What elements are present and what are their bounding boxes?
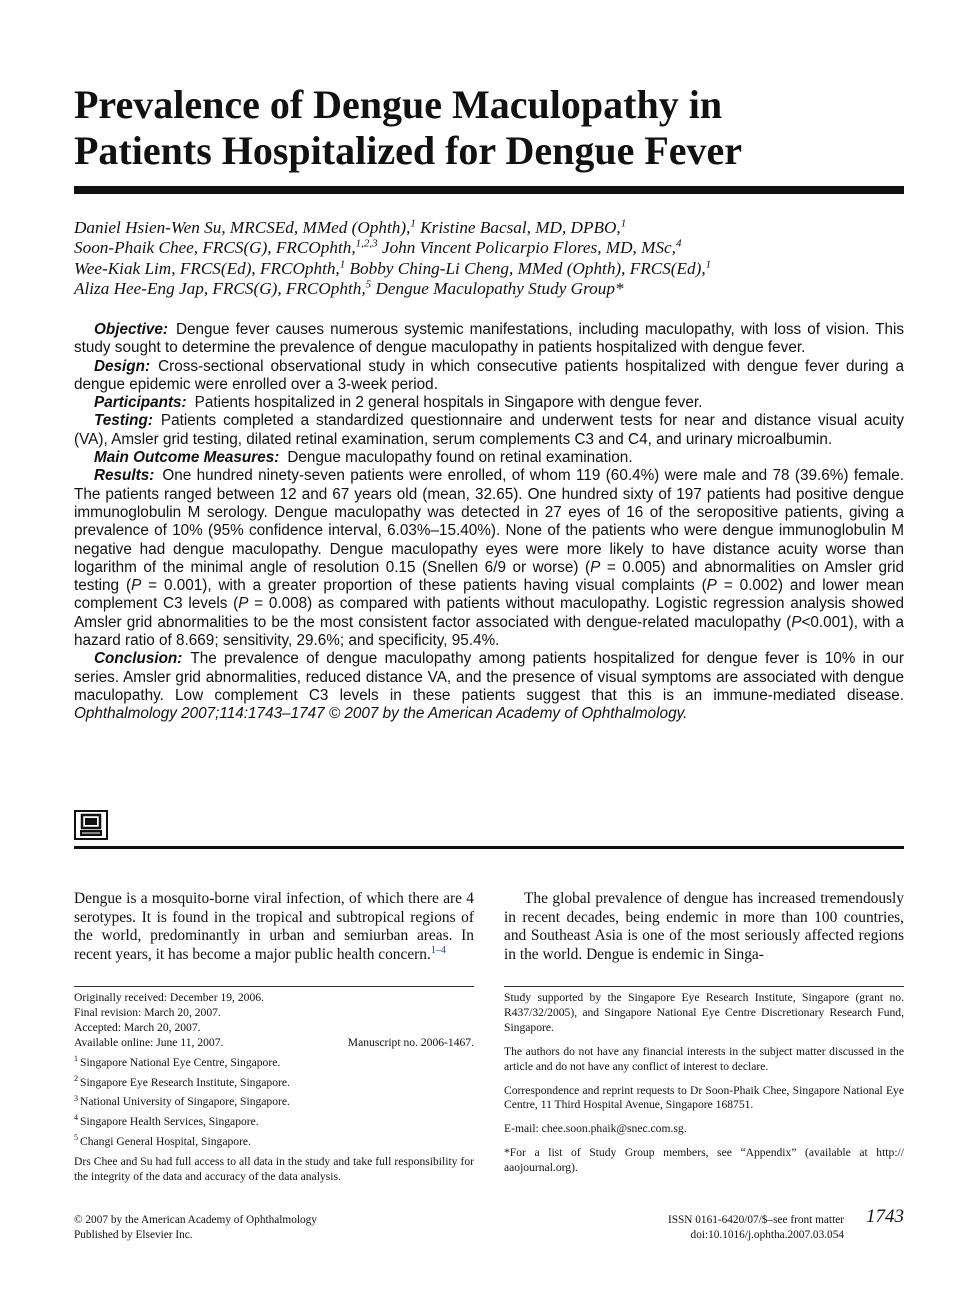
footnotes-left [74, 991, 474, 1185]
abstract-results [74, 467, 904, 650]
author-name: Wee-Kiak Lim, FRCS(Ed), FRCOphth, [74, 258, 340, 278]
p-value-symbol: P [706, 577, 717, 595]
author-affiliation-ref: 5 [365, 278, 372, 291]
doi: doi:10.1016/j.ophtha.2007.03.054 [690, 1229, 844, 1241]
author-affiliation-ref: 1 [705, 257, 712, 270]
manuscript-number: Manuscript no. 2006-1467. [347, 1035, 474, 1049]
title-line-2: Patients Hospitalized for Dengue Fever [74, 128, 743, 173]
received-date: Originally received: December 19, 2006. [74, 991, 264, 1004]
abstract-label: Design: [94, 357, 151, 375]
abstract-text: = 0.008) as compared with patients without maculopathy. Logistic regression analysis showed Amsler grid abnormalities to be the most consistent factor associated with dengue-related maculopathy ( [74, 595, 904, 631]
copyright: © 2007 by the American Academy of Ophthalmology [74, 1214, 317, 1226]
data-access-statement: Drs Chee and Su had full access to all data in the study and take full responsibility for the integrity of the data and accuracy of the data analysis. [74, 1155, 474, 1184]
online-date: Available online: June 11, 2007. [74, 1035, 224, 1049]
p-value-symbol: P [791, 613, 802, 631]
abstract-label: Results: [94, 467, 155, 485]
affiliation [74, 1073, 474, 1091]
abstract-text: One hundred ninety-seven patients were enrolled, of whom 119 (60.4%) were male and 78 (39.6%) female. The patients ranged between 12 and 67 years old (mean, 32.65). One hundred sixty of 197 patients had positive dengue immunoglobulin M serology. Dengue maculopathy was detected in 27 eyes of 16 of the seropositive patients, giving a prevalence of 10% (95% confidence interval, 6.03%–15.40%). None of the patients who were dengue immunoglobulin M negative had dengue maculopathy. Dengue maculopathy eyes were more likely to have distance acuity worse than logarithm of the minimal angle of resolution 0.15 (Snellen 6/9 or worse) ( [74, 467, 904, 576]
page-number: 1743 [866, 1206, 904, 1227]
abstract-text: The prevalence of dengue maculopathy among patients hospitalized for dengue fever is 10% in our series. Amsler grid abnormalities, reduced distance VA, and the presence of visual symptoms are associated with dengue maculopathy. Low complement C3 levels in these patients suggest that this is an immune-mediated disease. [74, 650, 904, 704]
author-line [74, 279, 904, 299]
body-paragraph [74, 890, 474, 964]
revision-date: Final revision: March 20, 2007. [74, 1005, 221, 1019]
abstract-text: Dengue maculopathy found on retinal examination. [287, 449, 633, 467]
affiliation-number: 5 [74, 1133, 78, 1143]
author-name: Daniel Hsien-Wen Su, MRCSEd, MMed (Ophth), [74, 218, 411, 237]
affiliation [74, 1095, 474, 1110]
p-value-symbol: P [238, 595, 249, 613]
online-line [74, 1036, 474, 1051]
author-line [74, 218, 904, 238]
footnotes-right [504, 991, 904, 1176]
footer-right [634, 1213, 844, 1243]
author-affiliation-ref: 1,2,3 [355, 237, 378, 250]
affiliation-text: National University of Singapore, Singapore. [80, 1095, 290, 1109]
abstract-text: = 0.002) and lower mean complement C3 levels ( [74, 577, 904, 613]
body-text: Dengue is a mosquito-borne viral infection, of which there are 4 serotypes. It is found in the tropical and subtropical regions of the world, predominantly in urban and semiurban areas. In recent years, it has become a major public health concern. [74, 890, 474, 963]
affiliation-number: 1 [74, 1053, 78, 1063]
article-page [74, 0, 904, 1305]
abstract-text: = 0.005) and abnormalities on Amsler grid testing ( [74, 558, 904, 595]
abstract-testing [74, 412, 904, 449]
affiliation-number: 4 [74, 1113, 78, 1123]
author-name: Bobby Ching-Li Cheng, MMed (Ophth), FRCS(Ed), [349, 258, 706, 278]
title-line-1: Prevalence of Dengue Maculopathy in [74, 82, 723, 127]
abstract-label: Main Outcome Measures: [94, 449, 280, 467]
body-paragraph: The global prevalence of dengue has increased tremendously in recent decades, being endemic in more than 100 countries, and Southeast Asia is one of the most seriously affected regions in the world. Dengue is endemic in Singa- [504, 890, 904, 963]
abstract-label: Conclusion: [94, 650, 183, 668]
abstract-conclusion [74, 650, 904, 723]
correspondence: Correspondence and reprint requests to Dr Soon-Phaik Chee, Singapore National Eye Centre, 11 Third Hospital Avenue, Singapore 168751. [504, 1083, 904, 1112]
affiliation [74, 1053, 474, 1071]
disclosure-statement: The authors do not have any financial interests in the subject matter discussed in the article and do not have any conflict of interest to declare. [504, 1044, 904, 1073]
title-rule [74, 186, 904, 194]
abstract-label: Participants: [94, 394, 187, 412]
affiliation-number: 2 [74, 1073, 78, 1083]
reference-link[interactable]: 1–4 [430, 944, 446, 956]
journal-citation: Ophthalmology 2007;114:1743–1747 © 2007 by the American Academy of Ophthalmology. [74, 705, 688, 723]
author-list [74, 218, 904, 299]
footnote-rule-right [504, 986, 904, 987]
abstract-text: Patients hospitalized in 2 general hospitals in Singapore with dengue fever. [194, 394, 703, 412]
study-group-note: *For a list of Study Group members, see “Appendix” (available at http:// aaojournal.org). [504, 1146, 904, 1175]
abstract-text: Dengue fever causes numerous systemic manifestations, including maculopathy, with loss of vision. This study sought to determine the prevalence of dengue maculopathy in patients hospitalized with dengue fever. [74, 321, 904, 357]
abstract-text: = 0.001), with a greater proportion of these patients having visual complaints ( [141, 577, 707, 595]
footnote-rule-left [74, 986, 474, 987]
article-title [74, 82, 904, 174]
p-value-symbol: P [590, 558, 601, 576]
publisher: Published by Elsevier Inc. [74, 1229, 193, 1241]
author-name: Aliza Hee-Eng Jap, FRCS(G), FRCOphth, [74, 278, 366, 298]
affiliation-text: Singapore Eye Research Institute, Singapore. [80, 1075, 290, 1089]
author-affiliation-ref: 1 [339, 257, 346, 270]
accepted-date: Accepted: March 20, 2007. [74, 1020, 201, 1034]
abstract-text: Patients completed a standardized questionnaire and underwent tests for near and distance visual acuity (VA), Amsler grid testing, dilated retinal examination, serum complements C3 and C4, and urinary microalbumin. [74, 412, 904, 448]
affiliation-text: Changi General Hospital, Singapore. [80, 1135, 251, 1149]
abstract-outcome [74, 449, 904, 467]
abstract-objective [74, 321, 904, 358]
abstract-rule [74, 846, 904, 849]
author-affiliation-ref: 1 [620, 217, 627, 230]
author-name: Soon-Phaik Chee, FRCS(G), FRCOphth, [74, 238, 356, 258]
affiliation [74, 1135, 474, 1150]
abstract-label: Objective: [94, 321, 168, 338]
author-affiliation-ref: 1 [410, 217, 416, 230]
abstract [74, 321, 904, 724]
author-name: John Vincent Policarpio Flores, MD, MSc, [381, 238, 676, 258]
author-affiliation-ref: 4 [675, 237, 682, 250]
abstract-label: Testing: [94, 412, 153, 430]
body-column-left [74, 890, 474, 964]
p-value-symbol: P [131, 577, 142, 595]
correspondence-email: E-mail: chee.soon.phaik@snec.com.sg. [504, 1122, 687, 1136]
affiliation [74, 1115, 474, 1130]
abstract-text: Cross-sectional observational study in which consecutive patients hospitalized with dengue fever during a dengue epidemic were enrolled over a 3-week period. [74, 357, 904, 393]
abstract-text: <0.001), with a hazard ratio of 8.669; sensitivity, 29.6%; and specificity, 95.4%. [74, 613, 904, 650]
issn: ISSN 0161-6420/07/$–see front matter [667, 1214, 844, 1226]
affiliation-number: 3 [74, 1093, 78, 1103]
author-name: Dengue Maculopathy Study Group* [375, 278, 624, 298]
abstract-design [74, 358, 904, 395]
author-name: Kristine Bacsal, MD, DPBO, [420, 218, 621, 237]
footer-left [74, 1213, 317, 1243]
affiliation-text: Singapore National Eye Centre, Singapore. [80, 1055, 281, 1069]
abstract-participants [74, 394, 904, 412]
body-column-right [504, 890, 904, 964]
author-line [74, 238, 904, 258]
funding-statement: Study supported by the Singapore Eye Research Institute, Singapore (grant no. R437/32/2005), and Singapore National Eye Centre Discretionary Research Fund, Singapore. [504, 991, 904, 1034]
author-line [74, 259, 904, 279]
computer-monitor-icon [74, 810, 108, 840]
affiliation-text: Singapore Health Services, Singapore. [80, 1115, 259, 1129]
